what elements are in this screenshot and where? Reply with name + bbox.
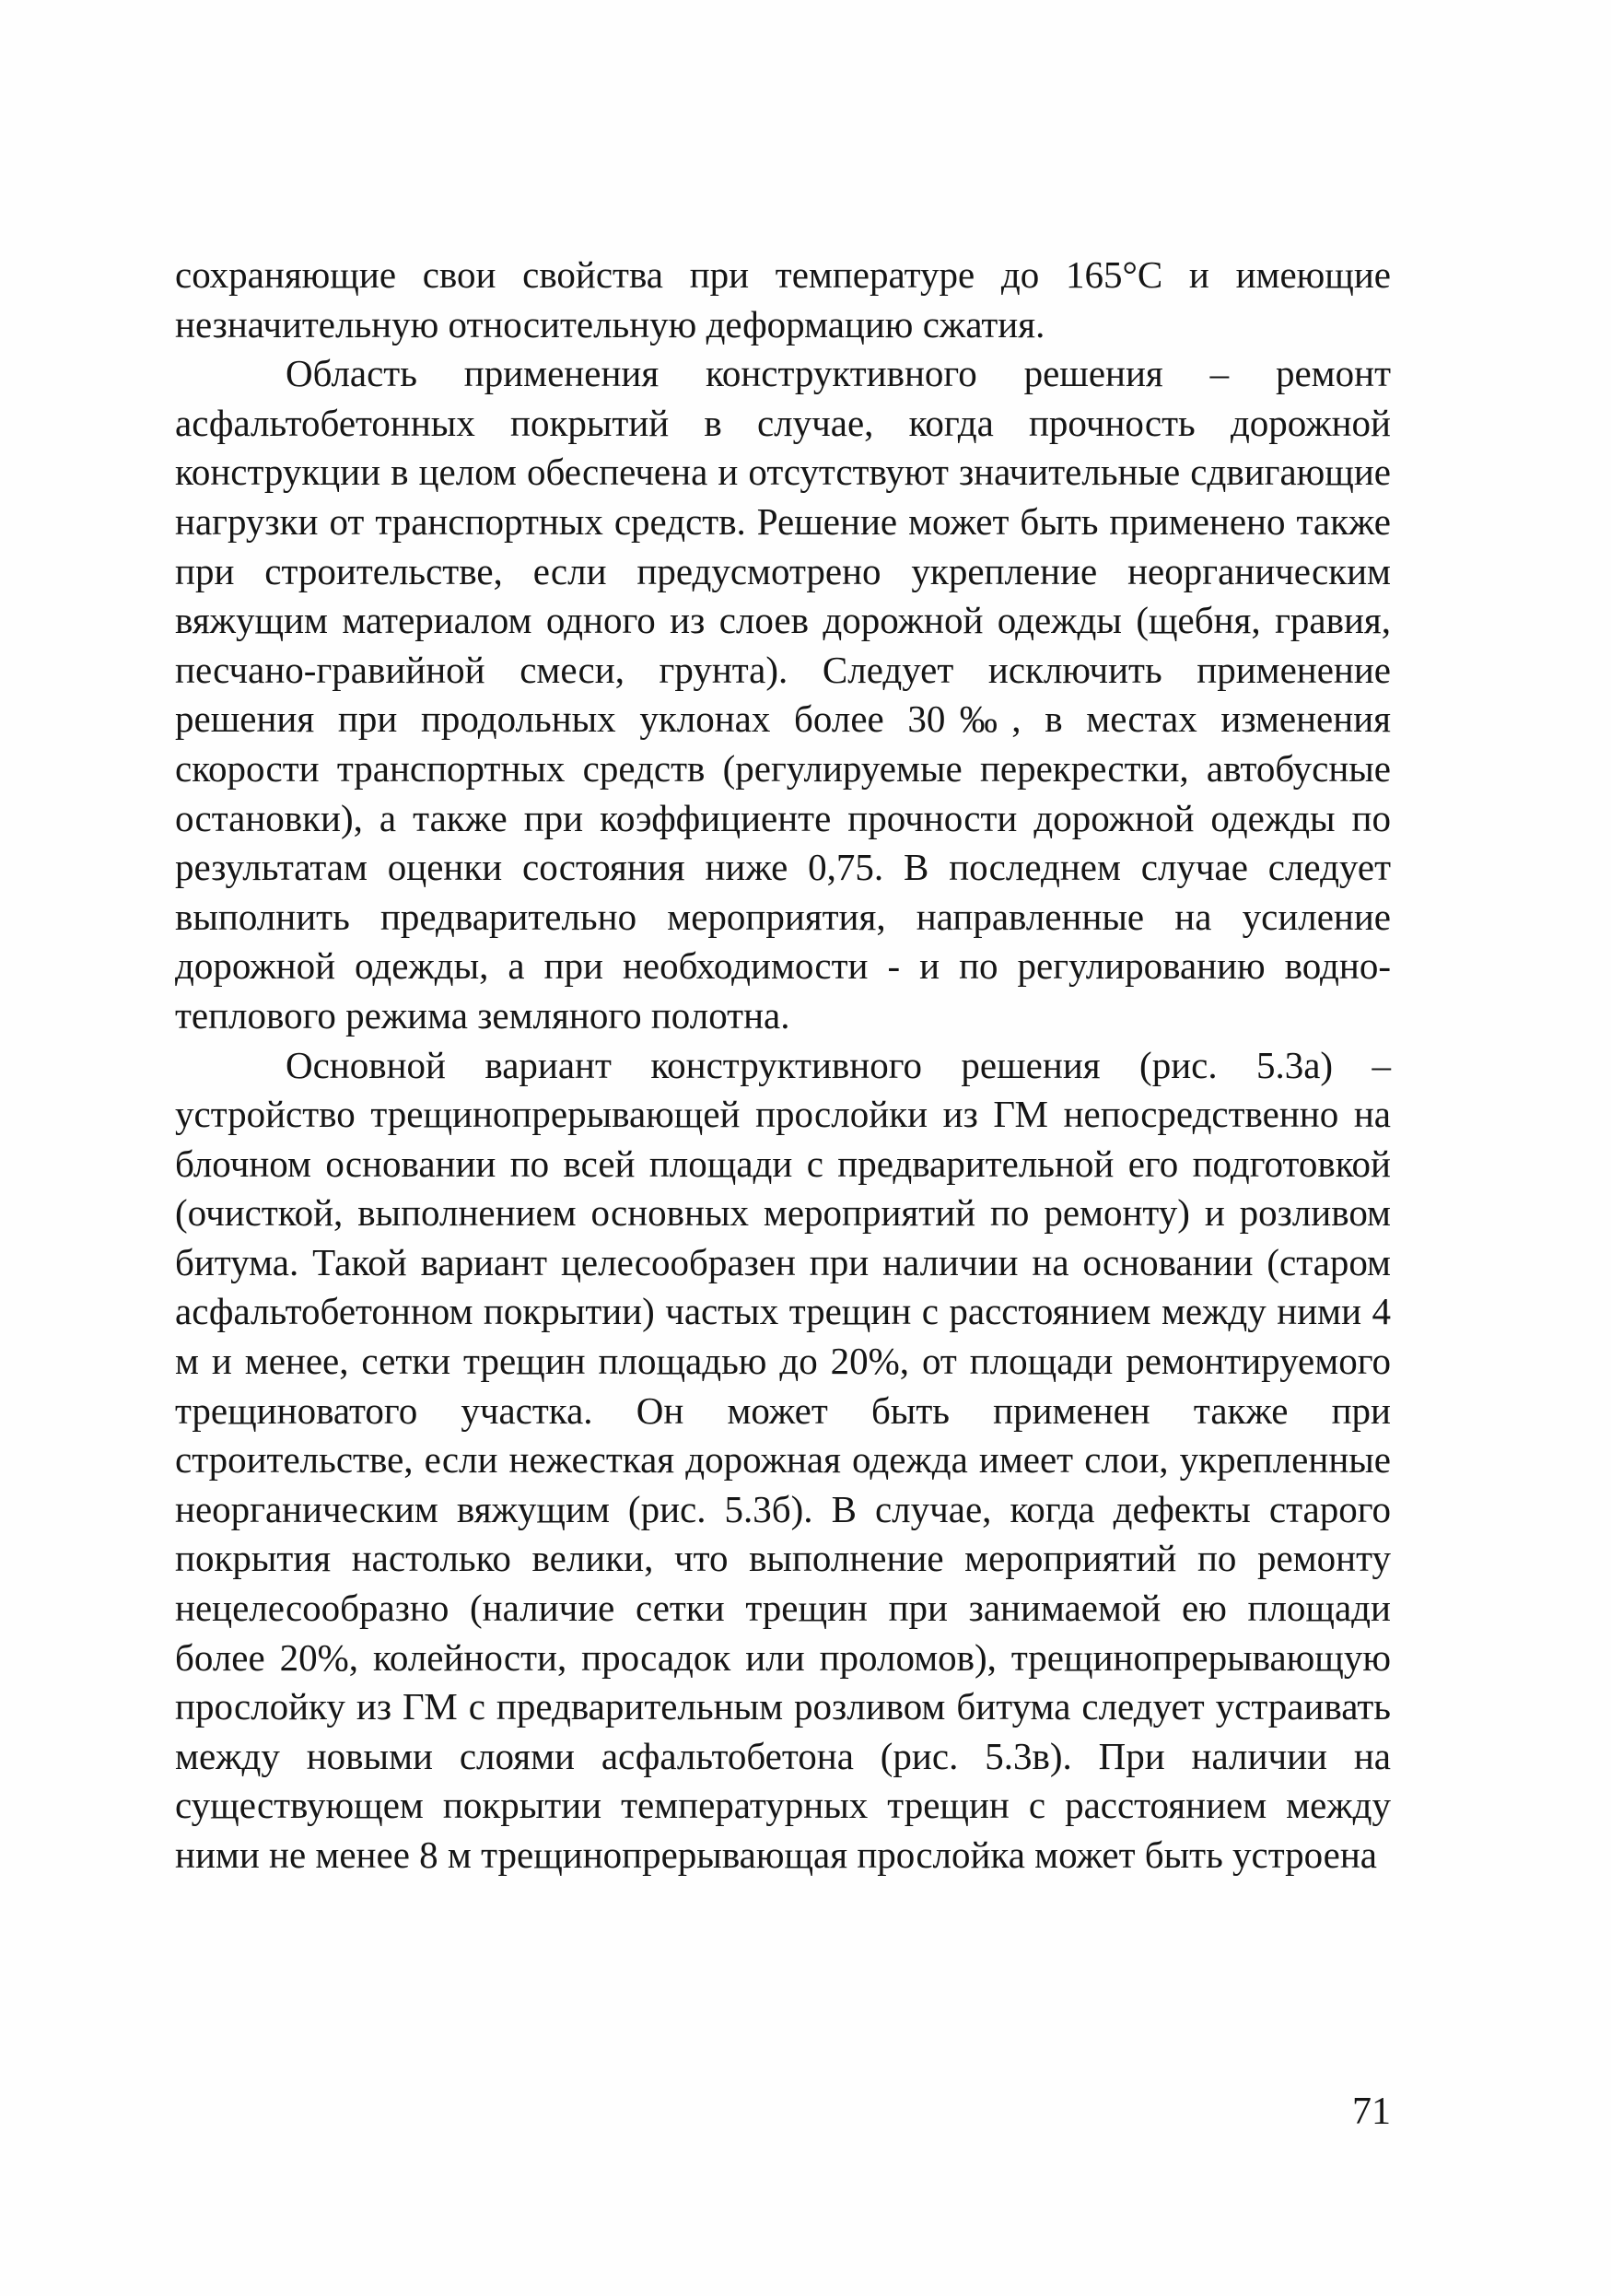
paragraph-1: сохраняющие свои свойства при температуре до 165°С и имеющие незначительную относительную деформацию сжатия.: [175, 253, 1391, 346]
page-number: 71: [1352, 2091, 1391, 2133]
body-text: [175, 251, 1391, 1880]
paragraph-2: Область применения конструктивного решения – ремонт асфальтобетонных покрытий в случае, когда прочность дорожной конструкции в целом обеспечена и отсутствуют значительные сдвигающие нагрузки от транспортных средств. Решение может быть применено также при строительстве, если предусмотрено укрепление неорганическим вяжущим материалом одного из слоев дорожной одежды (щебня, гравия, песчано-гравийной смеси, грунта). Следует исключить применение решения при продольных уклонах более 30‰, в местах изменения скорости транспортных средств (регулируемые перекрестки, автобусные остановки), а также при коэффициенте прочности дорожной одежды по результатам оценки состояния ниже 0,75. В последнем случае следует выполнить предварительно мероприятия, направленные на усиление дорожной одежды, а при необходимости - и по регулированию водно-теплового режима земляного полотна.: [175, 352, 1391, 1037]
paragraph-3: Основной вариант конструктивного решения (рис. 5.3а) – устройство трещинопрерывающей прослойки из ГМ непосредственно на блочном основании по всей площади с предварительной его подготовкой (очисткой, выполнением основных мероприятий по ремонту) и розливом битума. Такой вариант целесообразен при наличии на основании (старом асфальтобетонном покрытии) частых трещин с расстоянием между ними 4 м и менее, сетки трещин площадью до 20%, от площади ремонтируемого трещиноватого участка. Он может быть применен также при строительстве, если нежесткая дорожная одежда имеет слои, укрепленные неорганическим вяжущим (рис. 5.3б). В случае, когда дефекты старого покрытия настолько велики, что выполнение мероприятий по ремонту нецелесообразно (наличие сетки трещин при занимаемой ею площади более 20%, колейности, просадок или проломов), трещинопрерывающую прослойку из ГМ с предварительным розливом битума следует устраивать между новыми слоями асфальтобетона (рис. 5.3в). При наличии на существующем покрытии температурных трещин с расстоянием между ними не менее 8 м трещинопрерывающая прослойка может быть устроена: [175, 1043, 1391, 1876]
